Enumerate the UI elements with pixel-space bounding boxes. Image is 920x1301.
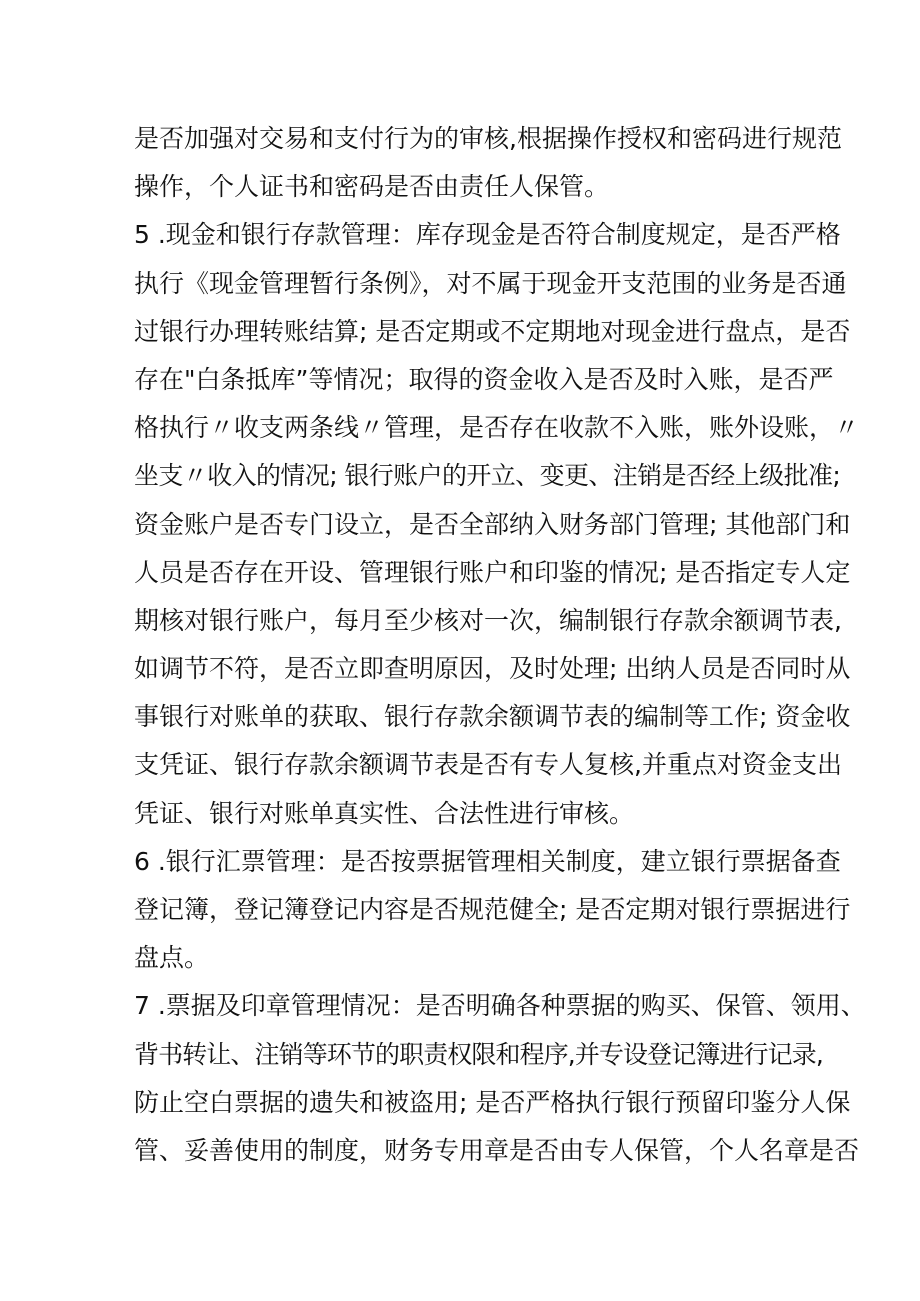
text-line: 事银行对账单的获取、银行存款余额调节表的编制等工作; 资金收 <box>134 702 851 732</box>
text-line: 期核对银行账户，每月至少核对一次，编制银行存款余额调节表, <box>134 605 842 635</box>
text-line: 盘点。 <box>134 943 210 973</box>
section-5-heading-line: 5 .现金和银行存款管理：库存现金是否符合制度规定，是否严格 <box>134 220 841 250</box>
text-line: 操作，个人证书和密码是否由责任人保管。 <box>134 172 610 202</box>
text-line: 防止空白票据的遗失和被盗用; 是否严格执行银行预留印鉴分人保 <box>134 1087 851 1117</box>
text-line: 存在"白条抵库”等情况；取得的资金收入是否及时入账，是否严 <box>134 364 834 394</box>
text-line: 登记簿，登记簿登记内容是否规范健全; 是否定期对银行票据进行 <box>134 895 851 924</box>
text-line: 支凭证、银行存款余额调节表是否有专人复核,并重点对资金支出 <box>134 750 842 780</box>
text-line: 执行《现金管理暂行条例》，对不属于现金开支范围的业务是否通 <box>134 268 847 298</box>
text-line: 如调节不符，是否立即查明原因，及时处理; 出纳人员是否同时从 <box>134 654 851 684</box>
text-line: 资金账户是否专门设立，是否全部纳入财务部门管理; 其他部门和 <box>134 509 851 539</box>
text-line: 管、妥善使用的制度，财务专用章是否由专人保管，个人名章是否 <box>134 1135 860 1165</box>
section-6-heading-line: 6 .银行汇票管理：是否按票据管理相关制度，建立银行票据备查 <box>134 846 841 876</box>
text-line: 人员是否存在开设、管理银行账户和印鉴的情况; 是否指定专人定 <box>134 557 851 587</box>
text-line: 格执行〃收支两条线〃管理，是否存在收款不入账，账外设账，〃 <box>134 413 860 443</box>
text-line: 坐支〃收入的情况; 银行账户的开立、变更、注销是否经上级批准; <box>134 461 841 491</box>
document-body <box>134 115 866 1175</box>
text-line: 背书转让、注销等环节的职责权限和程序,并专设登记簿进行记录, <box>134 1039 823 1069</box>
section-7-heading-line: 7 .票据及印章管理情况：是否明确各种票据的购买、保管、领用、 <box>134 991 866 1021</box>
text-line: 凭证、银行对账单真实性、合法性进行审核。 <box>134 798 635 828</box>
text-line: 过银行办理转账结算; 是否定期或不定期地对现金进行盘点，是否 <box>134 316 851 346</box>
text-line: 是否加强对交易和支付行为的审核,根据操作授权和密码进行规范 <box>134 124 842 153</box>
